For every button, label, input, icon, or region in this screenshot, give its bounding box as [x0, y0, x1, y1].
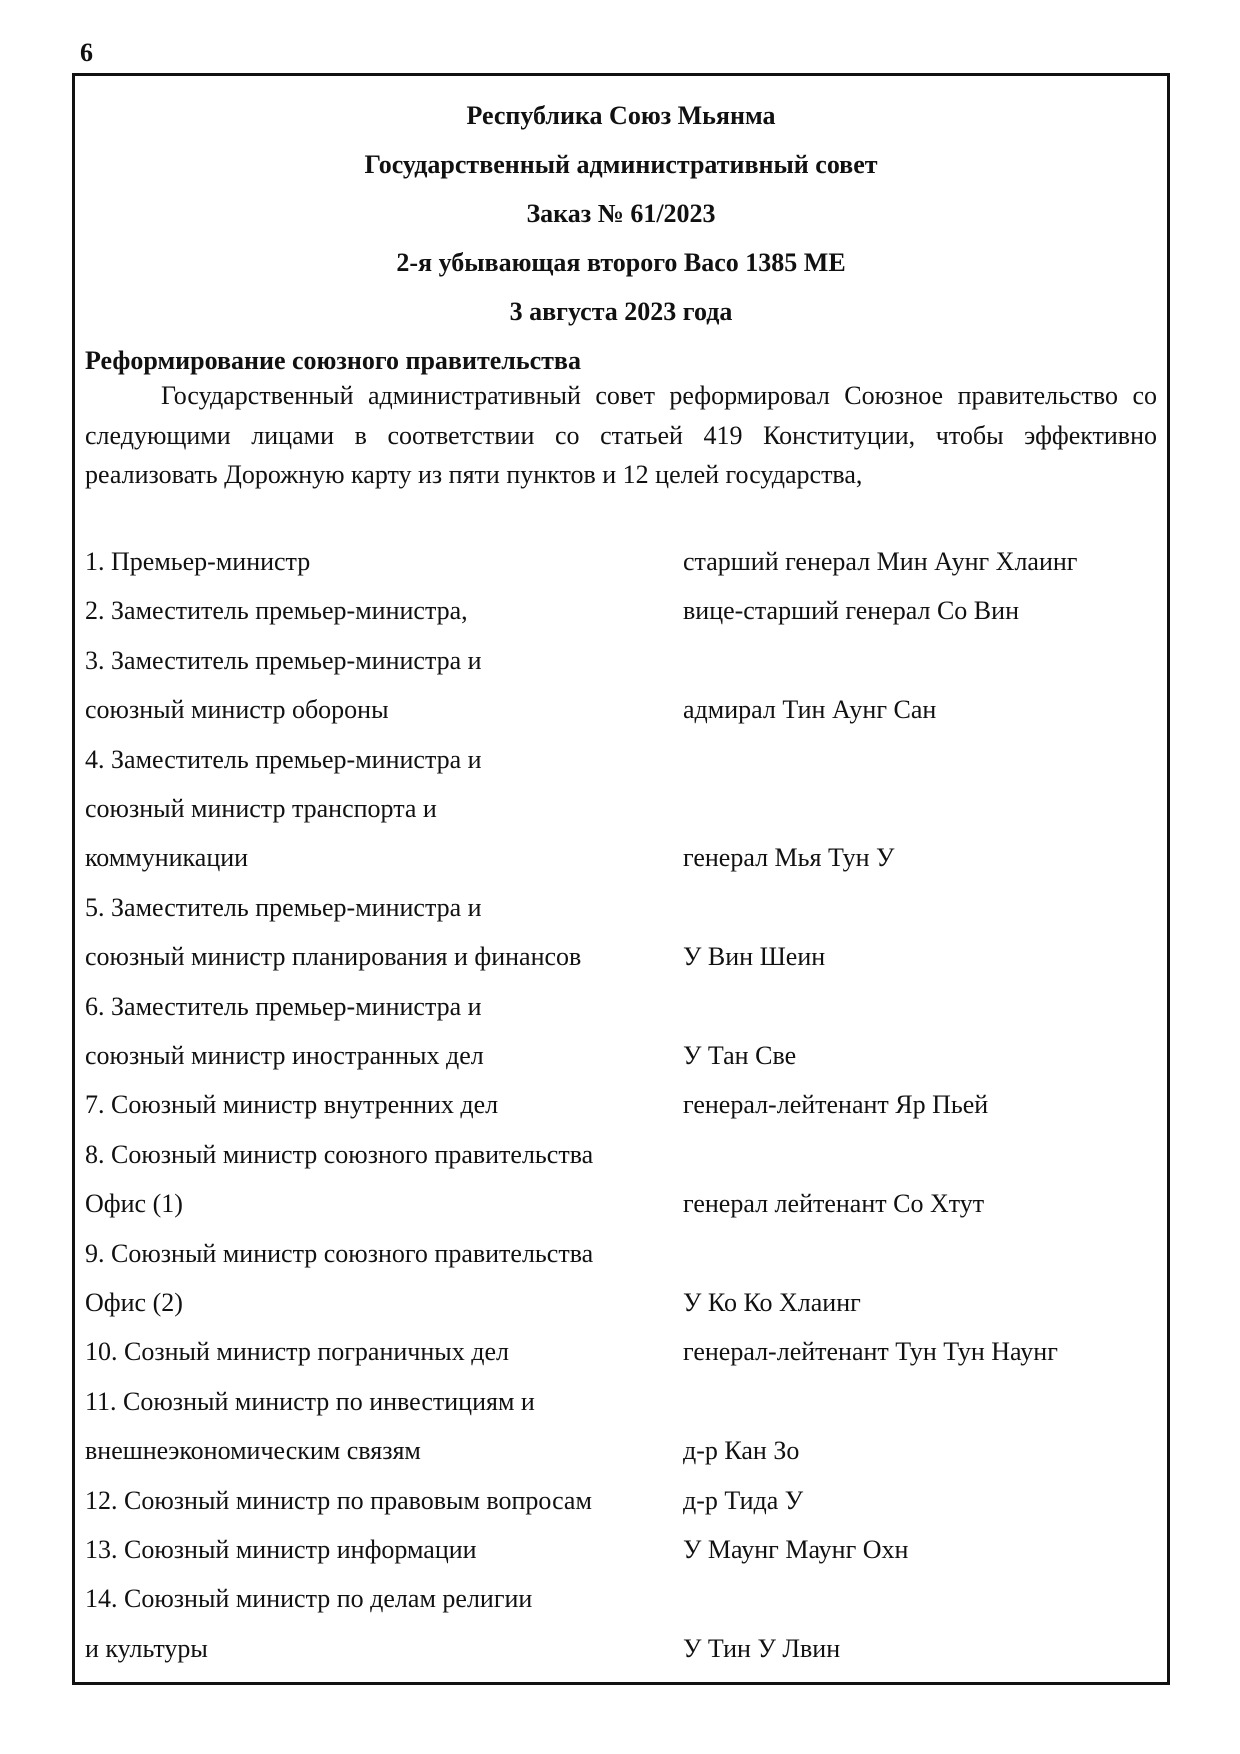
header-lunar-date: 2-я убывающая второго Васо 1385 ME — [396, 248, 846, 277]
appointee-name: генерал лейтенант Со Хтут — [683, 1189, 985, 1219]
position-title: союзный министр иностранных дел — [85, 1041, 484, 1070]
appointment-row — [85, 1574, 1157, 1623]
appointee-name: У Маунг Маунг Охн — [683, 1535, 909, 1564]
appointee-name: генерал-лейтенант Яр Пьей — [683, 1090, 989, 1120]
position-title: союзный министр транспорта и — [85, 794, 437, 823]
appointment-row — [85, 1377, 1157, 1426]
appointee-name: д-р Тида У — [683, 1485, 804, 1515]
intro-paragraph: Государственный административный совет реформировал Союзное правительство со следующими лицами в соответствии со статьей 419 Конституции, чтобы эффективно реализовать Дорожную карту из пяти пунктов и 12 целей государства, — [85, 381, 1157, 489]
appointment-row — [85, 735, 1157, 784]
position-title: коммуникации — [85, 843, 249, 873]
position-title: внешнеэкономическим связям — [85, 1436, 421, 1466]
appointee-name: У Тин У Лвин — [683, 1633, 841, 1663]
position-title: 3. Заместитель премьер-министра и — [85, 645, 482, 675]
section-title: Реформирование союзного правительства — [85, 346, 581, 375]
position-title: Офис (2) — [85, 1288, 183, 1317]
position-title: 10. Созный министр пограничных дел — [85, 1337, 509, 1367]
appointment-row — [85, 784, 1157, 833]
position-title: Офис (1) — [85, 1189, 183, 1219]
appointment-row — [85, 1130, 1157, 1179]
position-title: 12. Союзный министр по правовым вопросам — [85, 1485, 592, 1515]
appointee-name: У Ко Ко Хлаинг — [683, 1288, 861, 1317]
appointment-row — [85, 685, 1157, 734]
appointment-row — [85, 833, 1157, 882]
appointee-name: адмирал Тин Аунг Сан — [683, 695, 937, 725]
appointment-row — [85, 1031, 1157, 1080]
appointment-row — [85, 1080, 1157, 1129]
appointee-name: вице-старший генерал Со Вин — [683, 596, 1019, 626]
appointee-name: У Вин Шеин — [683, 942, 826, 972]
header-date: 3 августа 2023 года — [509, 297, 733, 326]
appointment-row — [85, 586, 1157, 635]
appointment-row — [85, 932, 1157, 981]
appointment-row — [85, 982, 1157, 1031]
appointee-name: генерал Мья Тун У — [683, 843, 895, 873]
header-country: Республика Союз Мьянма — [466, 101, 776, 130]
appointee-name: У Тан Све — [683, 1041, 797, 1070]
appointee-name: старший генерал Мин Аунг Хлаинг — [683, 547, 1078, 576]
position-title: 2. Заместитель премьер-министра, — [85, 596, 468, 626]
position-title: 4. Заместитель премьер-министра и — [85, 744, 482, 774]
appointment-row — [85, 1624, 1157, 1673]
appointment-row — [85, 883, 1157, 932]
appointment-row — [85, 636, 1157, 685]
position-title: 1. Премьер-министр — [85, 547, 311, 576]
appointment-row — [85, 1179, 1157, 1228]
document-frame — [72, 73, 1170, 1685]
appointment-row — [85, 1426, 1157, 1475]
appointment-row — [85, 1525, 1157, 1574]
appointee-name: д-р Кан Зо — [683, 1436, 800, 1466]
position-title: союзный министр обороны — [85, 695, 389, 725]
position-title: союзный министр планирования и финансов — [85, 942, 582, 972]
appointment-row — [85, 1278, 1157, 1327]
header-order-number: Заказ № 61/2023 — [526, 199, 716, 228]
header-council: Государственный административный совет — [364, 150, 878, 179]
position-title: и культуры — [85, 1633, 208, 1663]
position-title: 5. Заместитель премьер-министра и — [85, 892, 482, 922]
position-title: 8. Союзный министр союзного правительства — [85, 1139, 594, 1169]
position-title: 6. Заместитель премьер-министра и — [85, 991, 482, 1021]
position-title: 13. Союзный министр информации — [85, 1535, 477, 1564]
appointment-row — [85, 1327, 1157, 1376]
appointment-row — [85, 1476, 1157, 1525]
appointment-row — [85, 537, 1157, 586]
appointee-name: генерал-лейтенант Тун Тун Наунг — [683, 1337, 1058, 1367]
position-title: 11. Союзный министр по инвестициям и — [85, 1386, 535, 1416]
position-title: 9. Союзный министр союзного правительства — [85, 1238, 594, 1268]
position-title: 7. Союзный министр внутренних дел — [85, 1090, 499, 1120]
position-title: 14. Союзный министр по делам религии — [85, 1584, 533, 1614]
page-number: 6 — [80, 38, 93, 67]
appointment-row — [85, 1229, 1157, 1278]
